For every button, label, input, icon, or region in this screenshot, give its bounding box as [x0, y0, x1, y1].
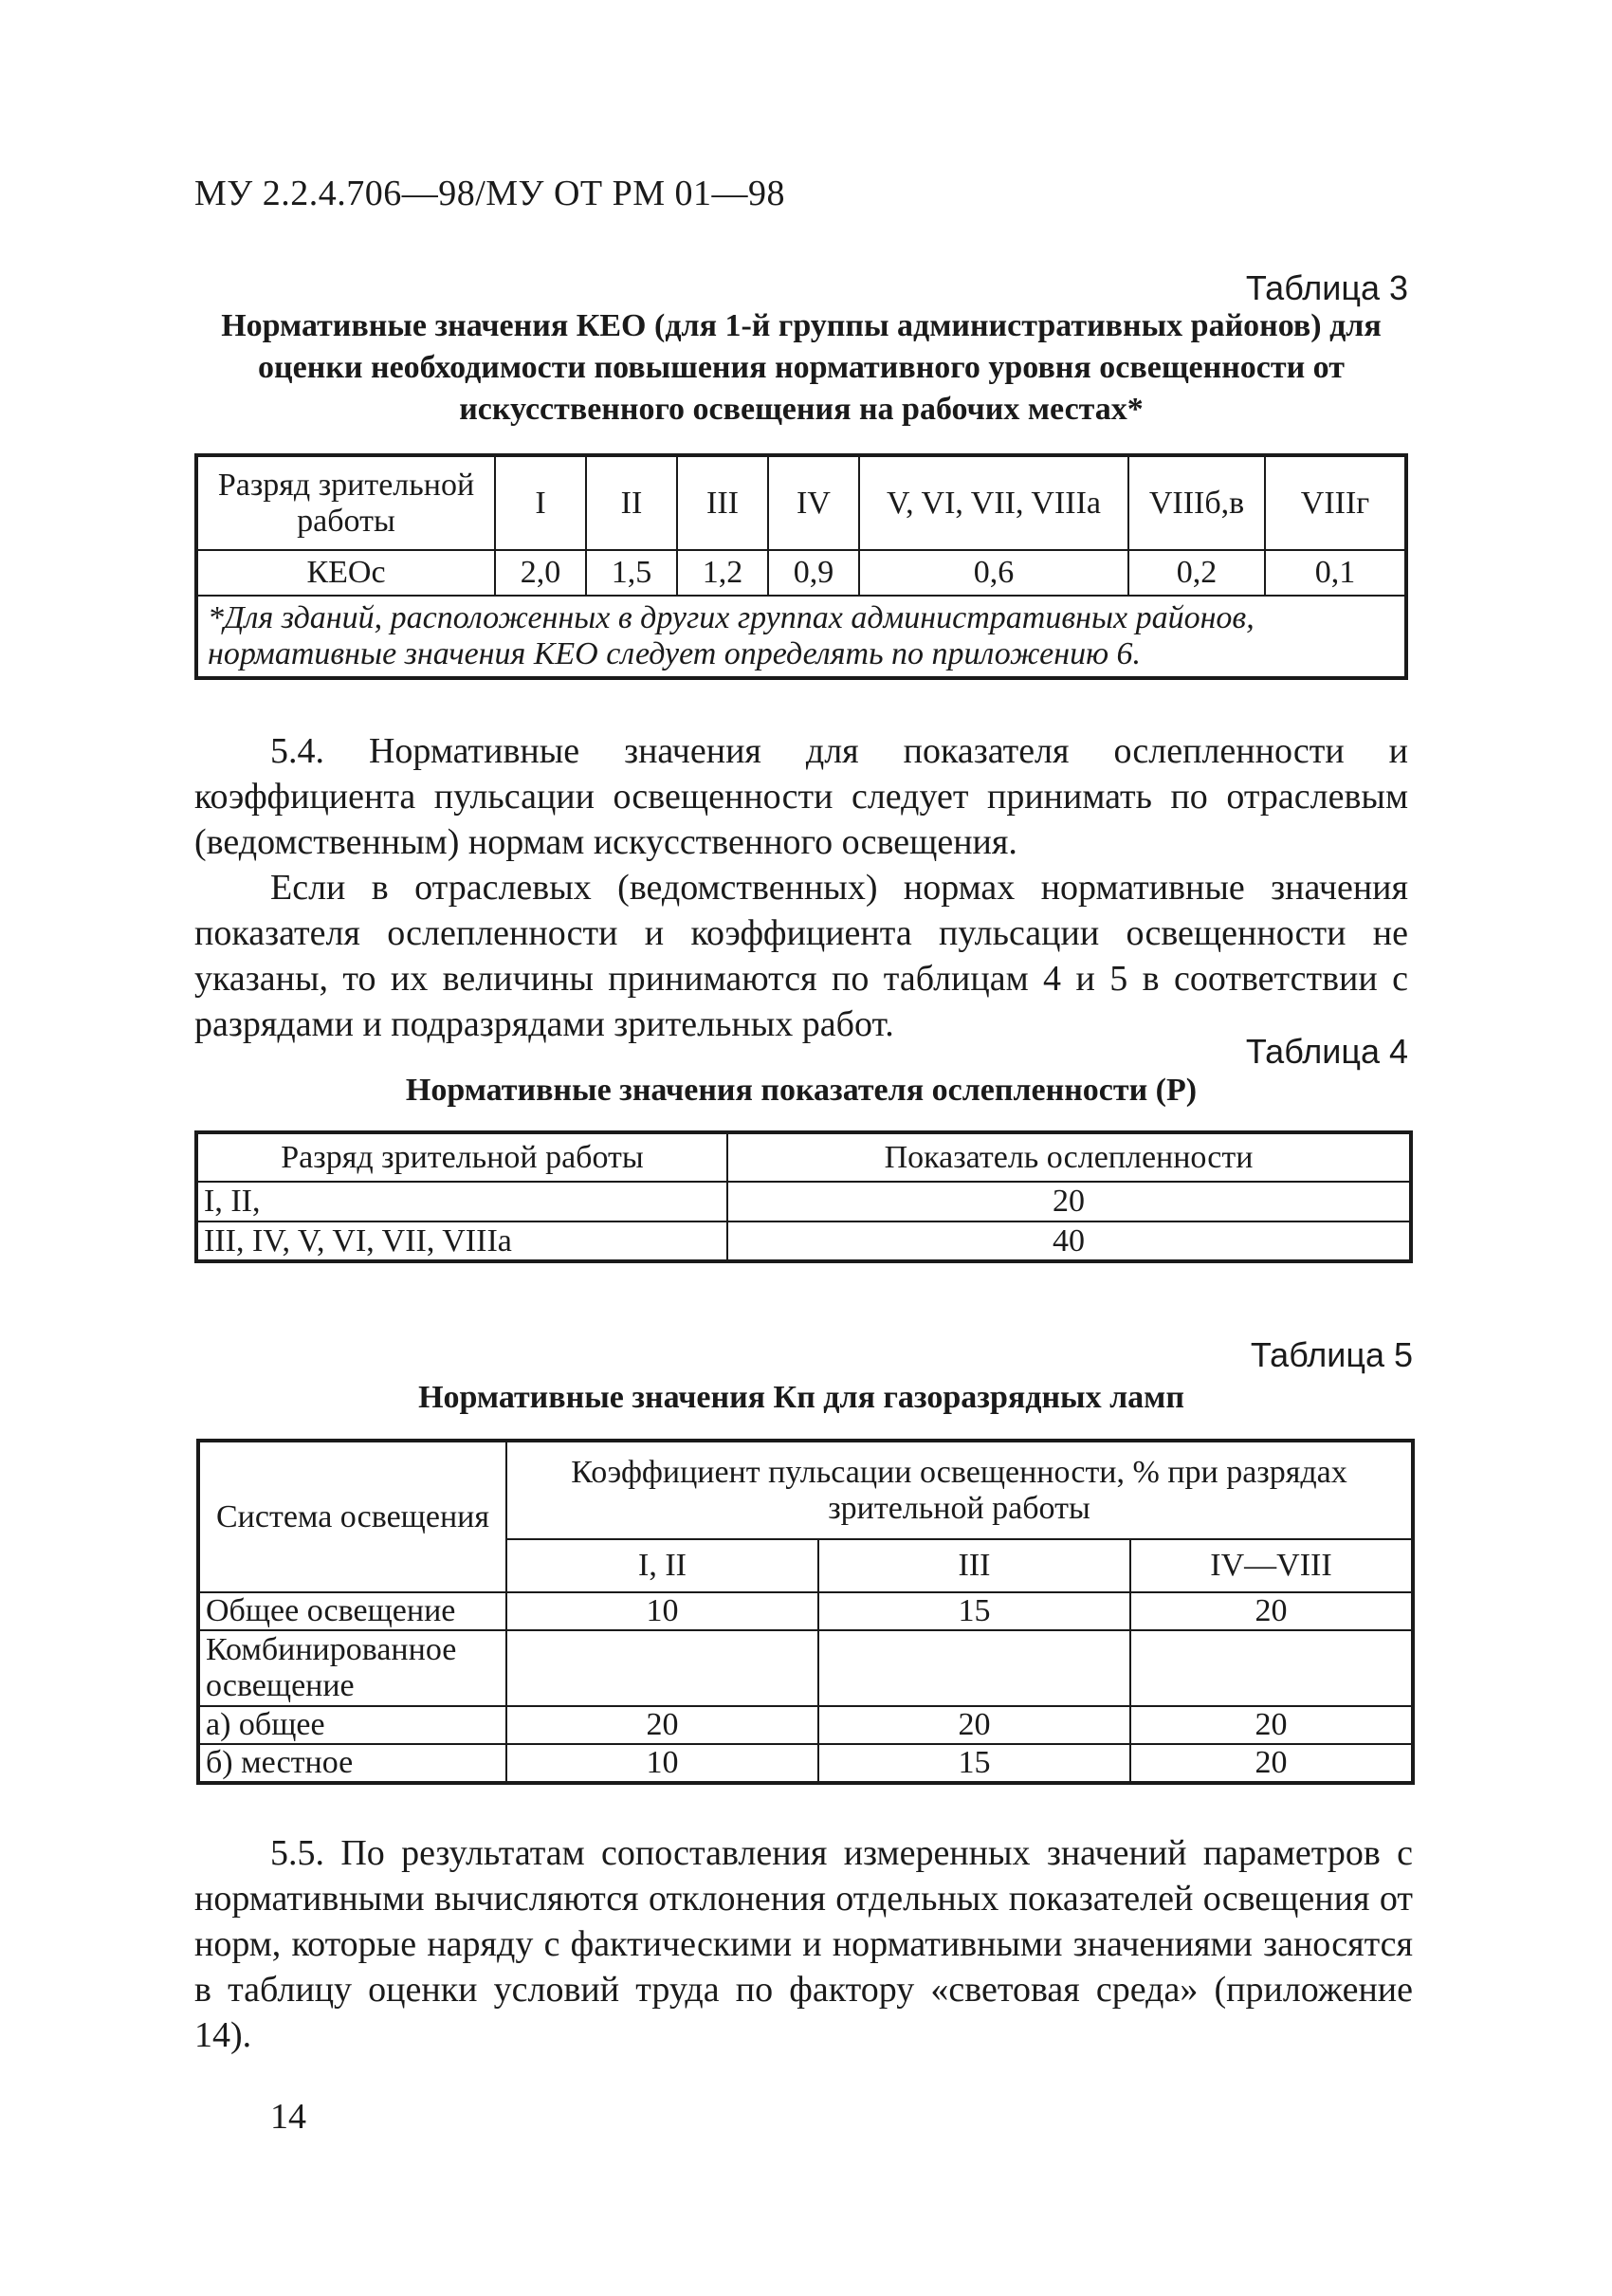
table3-row-header: Разряд зрительной работы — [196, 455, 495, 550]
table3-keo-row — [196, 550, 1406, 596]
table3-header-row — [196, 455, 1406, 550]
page-header: МУ 2.2.4.706—98/МУ ОТ РМ 01—98 — [194, 174, 786, 213]
table5-cell: 20 — [1130, 1592, 1413, 1630]
page-number: 14 — [270, 2097, 306, 2137]
table3-col: V, VI, VII, VIIIа — [859, 455, 1128, 550]
table5-cell — [506, 1630, 818, 1706]
table5-cell — [818, 1630, 1130, 1706]
table-row — [196, 1182, 1411, 1221]
table4-caption: Таблица 4 — [1245, 1032, 1408, 1071]
table-row — [198, 1592, 1413, 1630]
table3-keo-value: 1,5 — [586, 550, 677, 596]
table5-cell: 20 — [818, 1706, 1130, 1744]
table4 — [194, 1130, 1413, 1263]
table3-keo-value: 1,2 — [677, 550, 768, 596]
table5-row-label: Общее освещение — [198, 1592, 506, 1630]
table5-cell: 20 — [506, 1706, 818, 1744]
table3-col: VIIIб,в — [1128, 455, 1265, 550]
table5-subheader: IV—VIII — [1130, 1539, 1413, 1592]
table3-caption: Таблица 3 — [1245, 268, 1408, 307]
table-row — [196, 1221, 1411, 1261]
table4-grade: III, IV, V, VI, VII, VIIIа — [196, 1221, 727, 1261]
table5-system-header: Система освещения — [198, 1441, 506, 1592]
paragraph-5-4-continued: Если в отраслевых (ведомственных) нормах нормативные значения показателя ослепленности и коэффициента пульсации освещенности не указаны, то их величины принимаются по таблицам 4 и 5 в соответствии с разрядами и подразрядами зрительных работ. — [194, 868, 1408, 1044]
table5-subheader: III — [818, 1539, 1130, 1592]
table4-grade: I, II, — [196, 1182, 727, 1221]
table3 — [194, 453, 1408, 680]
table-row — [198, 1630, 1413, 1706]
table5-group-row — [198, 1441, 1413, 1539]
table3-keo-value: 0,2 — [1128, 550, 1265, 596]
table3-keo-value: 2,0 — [495, 550, 586, 596]
table4-header-row — [196, 1132, 1411, 1182]
table5-row-label: б) местное — [198, 1744, 506, 1783]
table5-row-label: а) общее — [198, 1706, 506, 1744]
table3-footnote-row — [196, 596, 1406, 678]
paragraph-5-5 — [194, 1830, 1413, 2058]
table5-cell: 15 — [818, 1744, 1130, 1783]
table-row — [198, 1706, 1413, 1744]
table3-col: II — [586, 455, 677, 550]
table5-caption: Таблица 5 — [1250, 1335, 1413, 1374]
table3-col: III — [677, 455, 768, 550]
table3-footnote: *Для зданий, расположенных в других группах административных районов, нормативные значения КЕО следует определять по приложению 6. — [196, 596, 1406, 678]
table4-value: 20 — [727, 1182, 1411, 1221]
table5 — [196, 1439, 1415, 1785]
table5-title: Нормативные значения Кп для газоразрядных ламп — [418, 1380, 1184, 1415]
paragraph-5-4 — [194, 728, 1408, 1047]
table5-cell — [1130, 1630, 1413, 1706]
paragraph-5-5-text: 5.5. По результатам сопоставления измеренных значений параметров с нормативными вычисляются отклонения отдельных показателей освещения от норм, которые наряду с фактическими и нормативными значениями заносятся в таблицу оценки условий труда по фактору «световая среда» (приложение 14). — [194, 1833, 1413, 2055]
table4-header-value: Показатель ослепленности — [727, 1132, 1411, 1182]
table3-title: Нормативные значения КЕО (для 1-й группы административных районов) для оценки необходимости повышения нормативного уровня освещенности от искусственного освещения на рабочих местах* — [221, 308, 1382, 427]
table3-col: IV — [768, 455, 859, 550]
table5-cell: 10 — [506, 1744, 818, 1783]
table3-col: I — [495, 455, 586, 550]
paragraph-5-4-text: 5.4. Нормативные значения для показателя ослепленности и коэффициента пульсации освещенности следует принимать по отраслевым (ведомственным) нормам искусственного освещения. — [194, 731, 1408, 862]
table5-cell: 10 — [506, 1592, 818, 1630]
table5-cell: 20 — [1130, 1744, 1413, 1783]
table5-subheader: I, II — [506, 1539, 818, 1592]
table3-keo-value: 0,1 — [1265, 550, 1406, 596]
table3-col: VIIIг — [1265, 455, 1406, 550]
table5-group-header: Коэффициент пульсации освещенности, % при разрядах зрительной работы — [506, 1441, 1413, 1539]
table4-value: 40 — [727, 1221, 1411, 1261]
table3-keo-label: КЕОс — [196, 550, 495, 596]
table4-header-grade: Разряд зрительной работы — [196, 1132, 727, 1182]
table3-keo-value: 0,9 — [768, 550, 859, 596]
table-row — [198, 1744, 1413, 1783]
table5-cell: 20 — [1130, 1706, 1413, 1744]
table5-row-label: Комбинированное освещение — [198, 1630, 506, 1706]
table5-cell: 15 — [818, 1592, 1130, 1630]
table3-keo-value: 0,6 — [859, 550, 1128, 596]
table4-title: Нормативные значения показателя ослепленности (Р) — [405, 1073, 1198, 1108]
